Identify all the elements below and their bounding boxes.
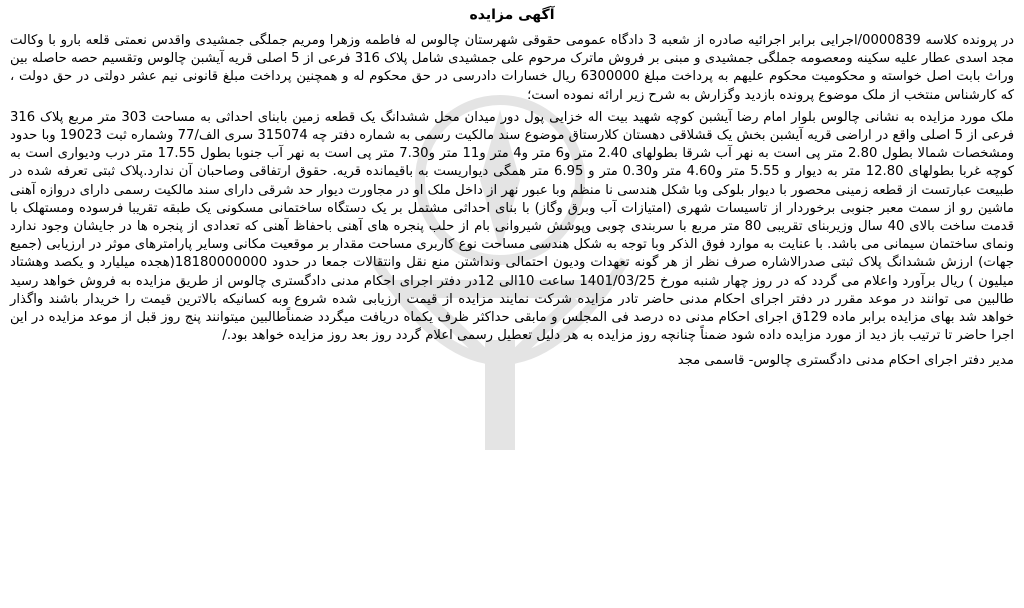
notice-paragraph-case: در پرونده کلاسه 0000839/اجرایی برابر اجرائیه صادره از شعبه 3 دادگاه عمومی حقوقی شهرستان چالوس له فاطمه وزهرا ومریم جملگی جمشیدی واقدس نعمتی قلعه بارو با وکالت مجد اسدی عطار علیه سکینه ومعصومه جملگی جمشیدی و مبنی بر فروش ماترک مرحوم علی جمشیدی شامل پلاک 316 فرعی از 5 اصلی قریه آیشبن چالوس وتقسیم حصه حاصله بین وراث بابت اصل خواسته و محکومیت محکوم علیهم به پرداخت مبلغ 6300000 ریال خسارات دادرسی در حق محکوم له و همچنین پرداخت مبلغ قانونی نیم عشر دولتی در حق دولت ، که کارشناس منتخب از ملک موضوع پرونده بازدید وگزارش به شرح زیر ارائه نموده است؛ (10, 33, 1015, 103)
notice-title: آگهی مزایده (469, 7, 555, 23)
notice-signature: مدیر دفتر اجرای احکام مدنی دادگستری چالوس- قاسمی مجد (677, 353, 1014, 369)
notice-paragraph-property: ملک مورد مزایده به نشانی چالوس بلوار امام رضا آیشبن کوچه شهید بیت اله خزایی پول دور میدان محل ششدانگ یک قطعه زمین بابنای احداثی به مساحت 303 متر مربع پلاک 316 فرعی از 5 اصلی واقع در اراضی قریه آیشبن بخش یک قشلاقی دهستان کلارستاق موضوع سند مالکیت رسمی به شماره دفتر چه 315074 سری الف/77 وشماره ثبت 19023 وبا حدود ومشخصات شمالا بطول 2.80 متر پی است به نهر آب شرقا بطولهای 2.40 متر و6 متر و4 متر و11 متر و7.30 متر پی است به نهر آب جنوبا بطول 17.55 متر درب ودیواری است به کوچه غربا بطولهای 12.80 متر به دیوار و 5.55 متر و4.60 متر و0.30 متر و 6.95 متر همگی دیواریست به باقیمانده قریه. حقوق ارتفاقی وصاحبان آن ندارد.پلاک ثبتی تعرفه شده در طبیعت عبارتست از قطعه زمینی محصور با دیوار بلوکی وبا شکل هندسی نا منظم وبا عبور نهر از داخل ملک او در مجاورت دیوار حد شرقی دارای سند مالکیت رسمی دارای دروازه آهنی ماشین رو از سمت معبر جنوبی برخوردار از تاسیسات شهری (امتیازات آب وبرق وگاز) با بنای احداثی مشتمل بر یک دستگاه ساختمانی مسکونی یک طبقه تقریبا فرسوده ومستهلک با قدمت ساخت بالای 40 سال وزیربنای تقریبی 80 متر مربع با سربندی چوبی وپوشش شیروانی بام از حلب پنجره های آهنی باحفاظ آهنی که تعدادی از پنجره ها در جایشان وجود ندارد ونمای ساختمان سیمانی می باشد. با عنایت به موارد فوق الذکر وبا توجه به شکل هندسی مساحت نوع کاربری مساحت مقدار بر موقعیت مکانی وسایر پارامترهای موثر در ارزیابی (جمیع جهات) ارزش ششدانگ پلاک ثبتی صدرالاشاره صرف نظر از هر گونه تعهدات ودیون احتمالی ونداشتن منع نقل وانتقالات جمعا در حدود 18180000000(هجده میلیارد و یکصد وهشتاد میلیون ) ریال برآورد واعلام می گردد که در روز چهار شنبه مورخ 1401/03/25 ساعت 10الی 12در دفتر اجرای احکام مدنی دادگستری چالوس از طریق مزایده به فروش خواهد رسید طالبین می توانند در موعد مقرر در دفتر اجرای احکام مدنی حاضر تادر مزایده شرکت نمایند مزایده از قیمت ارزیابی شده شروع وبه کسانیکه بالاترین قیمت را خریدار باشند واگذار خواهد شد بهای مزایده برابر ماده 129ق اجرای احکام مدنی ده درصد فی المجلس و مابقی حداکثر ظرف یکماه دریافت میگردد ضمناًطالبین میتوانند پنج روز قبل از موعد مزایده در این اجرا حاضر تا ترتیب باز دید از مورد مزایده داده شود ضمناً چنانچه روز مزایده به هر دلیل تعطیل رسمی اعلام گردد روز بعد روز مزایده خواهد بود./ (10, 109, 1015, 344)
notice-content (10, 4, 1014, 371)
